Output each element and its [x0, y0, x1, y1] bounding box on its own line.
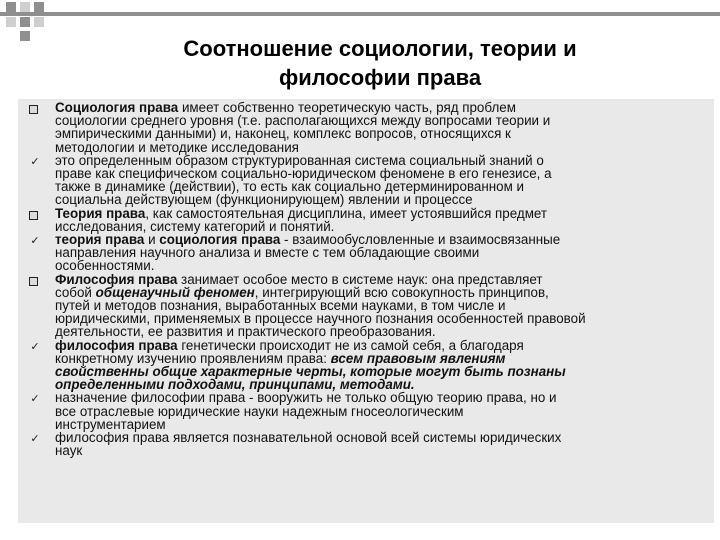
text-run: наук — [55, 443, 83, 459]
list-item-text — [55, 391, 705, 431]
list-item-text — [55, 154, 705, 207]
text-run: занимает особое место в системе наук: она представляет — [177, 271, 543, 287]
text-run: Социология права — [55, 100, 179, 115]
text-run: также в динамике (действии), то есть как социально детерминированном и — [55, 179, 524, 195]
text-run: , как самостоятельная дисциплина, имеет устоявшийся предмет — [145, 205, 548, 221]
text-run: инструментарием — [55, 416, 166, 432]
text-run: - взаимообусловленные и взаимосвязанные — [280, 232, 561, 247]
text-run: Философия права — [55, 271, 178, 287]
text-run: направления научного анализа и вместе с тем обладающие своими — [55, 245, 480, 261]
list-item-text — [55, 273, 705, 339]
content-panel — [18, 99, 714, 523]
text-run: социология права — [159, 232, 281, 247]
list-item-text — [55, 431, 705, 457]
text-line — [55, 444, 705, 457]
text-run: философия права — [55, 337, 178, 353]
text-run: и — [144, 232, 160, 247]
text-run: социальна действующем (функционирующем) явлении и процессе — [55, 192, 473, 208]
check-bullet-icon: ✓ — [30, 393, 40, 406]
text-run: собой — [55, 284, 96, 300]
text-run: конкретному изучению проявлениям права: — [55, 350, 331, 366]
text-run: это определенным образом структурированная система социальный знаний о — [55, 152, 544, 168]
list-item-text — [55, 207, 705, 233]
text-run: деятельности, ее развития и практического преобразования. — [55, 324, 436, 340]
text-run: определенными подходами, принципами, методами. — [55, 377, 415, 393]
list-item-text — [55, 339, 705, 392]
text-run: праве как специфическом социально-юридическом феномене в его генезисе, а — [55, 166, 552, 181]
check-bullet-icon: ✓ — [30, 340, 40, 353]
list-item-text — [55, 101, 705, 154]
text-run: эмпирическими данными) и, наконец, комплекс вопросов, относящихся к — [55, 126, 511, 142]
text-run: исследования, систему категорий и понятий. — [55, 218, 335, 234]
text-run: , интегрирующий всю совокупность принципов, — [254, 284, 549, 300]
slide-title — [40, 34, 720, 92]
square-bullet-icon — [29, 277, 38, 286]
title-line-1: Соотношение социологии, теории и — [183, 36, 577, 61]
text-run: все отраслевые юридические науки надежным гносеологическим — [55, 403, 464, 419]
text-run: особенностями. — [55, 258, 155, 274]
text-run: имеет собственно теоретическую часть, ряд проблем — [178, 100, 516, 115]
check-bullet-icon: ✓ — [30, 235, 40, 247]
text-run: генетически происходит не из самой себя, а благодаря — [177, 337, 524, 353]
list-item-text — [55, 233, 705, 273]
text-run: всем правовым явлениям — [330, 350, 506, 366]
text-run: социологии среднего уровня (т.е. располагающихся между вопросами теории и — [55, 113, 551, 129]
text-run: Теория права — [55, 205, 146, 221]
header-rule — [0, 12, 720, 16]
square-bullet-icon — [29, 105, 38, 114]
text-run: путей и методов познания, выработанных всеми науками, в том числе и — [55, 298, 506, 313]
title-line-2: философии права — [278, 65, 482, 90]
text-line — [55, 431, 705, 444]
text-run: философия права является познавательной основой всей системы юридических — [55, 430, 562, 445]
check-bullet-icon: ✓ — [30, 155, 40, 168]
text-run: назначение философии права - вооружить не только общую теорию права, но и — [55, 390, 557, 406]
text-run: свойственны общие характерные черты, которые могут быть познаны — [55, 364, 566, 379]
text-run: юридическими, применяемых в процессе научного познания особенностей правовой — [55, 311, 586, 327]
text-run: методологии и методике исследования — [55, 139, 299, 155]
text-run: теория права — [55, 232, 145, 247]
square-bullet-icon — [29, 211, 38, 220]
text-run: общенаучный феномен — [95, 284, 255, 300]
check-bullet-icon: ✓ — [30, 433, 40, 445]
